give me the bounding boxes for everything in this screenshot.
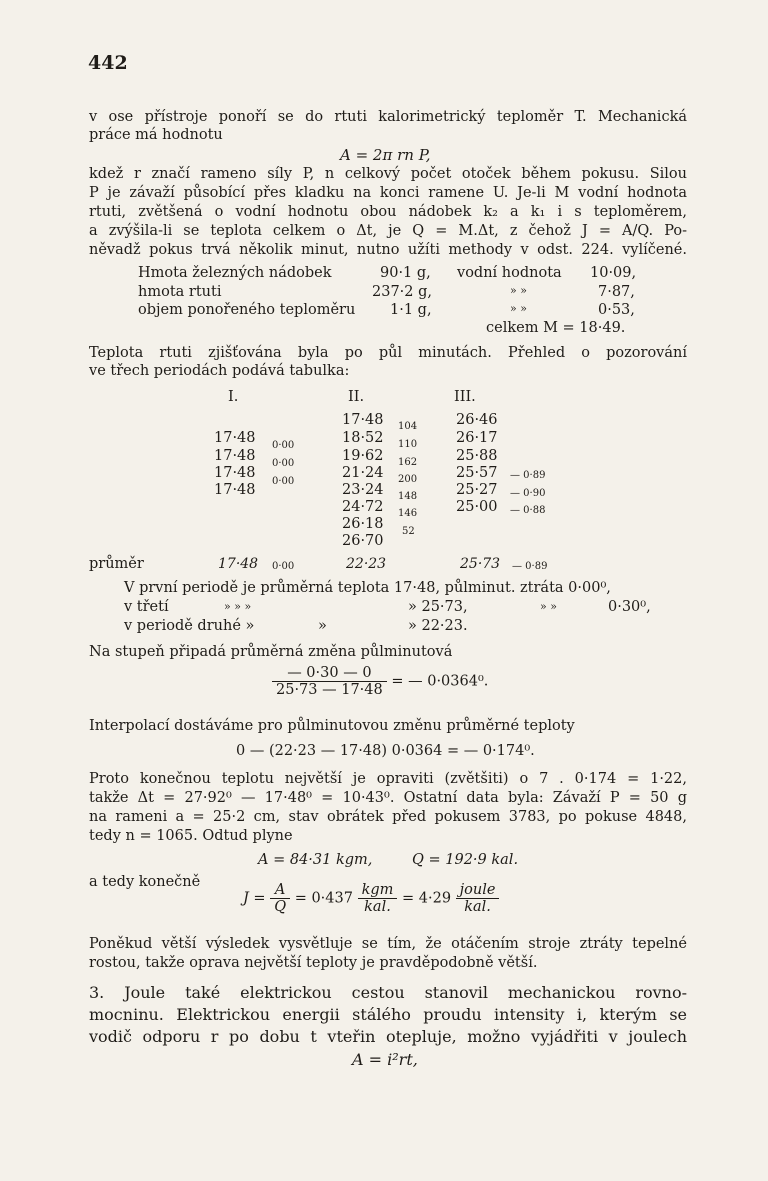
row-value: 237·2 g, <box>372 284 433 300</box>
text-line: mocninu. Elektrickou energii stálého proudu intensity i, kterým se <box>89 1005 687 1024</box>
eq-mid: = 0·437 <box>294 890 353 907</box>
row-col3: » » <box>510 284 527 297</box>
equation-electric: A = i²rt, <box>352 1050 418 1069</box>
fraction-numerator: kgm <box>358 882 398 899</box>
table-diff: 52 <box>402 526 415 537</box>
period-line: » » <box>540 600 557 613</box>
table-cell: 25·00 <box>456 499 498 515</box>
table-diff: 0·00 <box>272 476 295 487</box>
table-diff: 0·00 <box>272 458 295 469</box>
table-diff: 146 <box>398 508 418 519</box>
table-header: II. <box>348 389 365 405</box>
text-line: rtuti, zvětšená o vodní hodnotu obou nádobek k₂ a k₁ i s teploměrem, <box>89 204 687 220</box>
fraction-result: = — 0·0364⁰. <box>391 673 489 690</box>
equation-work: A = 2π rn P, <box>340 146 431 164</box>
row-value: 90·1 g, <box>380 265 431 281</box>
eq-lhs: J = <box>243 890 266 907</box>
average-diff: — 0·89 <box>512 561 548 572</box>
row-total: celkem M = 18·49. <box>486 320 626 336</box>
average-value: 17·48 <box>218 556 259 572</box>
equation-J <box>243 882 499 915</box>
text-line: 3. Joule také elektrickou cestou stanovil mechanickou rovno- <box>89 983 687 1002</box>
table-cell: 19·62 <box>342 448 384 464</box>
table-diff: 110 <box>398 439 418 450</box>
fraction-denominator: kal. <box>364 899 391 915</box>
text-line: Proto konečnou teplotu největší je opraviti (zvětšiti) o 7 . 0·174 = 1·22, <box>89 771 687 787</box>
row-label: hmota rtuti <box>138 284 222 300</box>
text-line: P je závaží působící přes kladku na konci ramene U. Je-li M vodní hodnota <box>89 185 687 201</box>
fraction-denominator: Q <box>274 899 287 915</box>
table-diff: — 0·88 <box>510 505 546 516</box>
table-cell: 26·70 <box>342 533 384 549</box>
text-line: v ose přístroje ponoří se do rtuti kalorimetrický teploměr T. Mechanická <box>89 109 687 125</box>
equation-Q: Q = 192·9 kal. <box>412 852 519 868</box>
table-diff: 148 <box>398 491 418 502</box>
table-cell: 17·48 <box>214 465 256 481</box>
average-label: průměr <box>89 556 144 572</box>
table-cell: 21·24 <box>342 465 384 481</box>
row-label: objem ponořeného teploměru <box>138 302 356 318</box>
period-line: v třetí <box>124 599 169 615</box>
row-col4: 7·87, <box>598 284 635 300</box>
text-line: práce má hodnotu <box>89 127 223 143</box>
text-line: na rameni a = 25·2 cm, stav obrátek před pokusem 3783, po pokuse 4848, <box>89 809 687 825</box>
average-value: 22·23 <box>346 556 387 572</box>
text-line: vodič odporu r po dobu t vteřin otepluje, možno vyjádřiti v joulech <box>89 1027 687 1046</box>
text-line: takže Δt = 27·92⁰ — 17·48⁰ = 10·43⁰. Ostatní data byla: Závaží P = 50 g <box>89 790 687 806</box>
text-line: Na stupeň připadá průměrná změna půlminutová <box>89 644 453 660</box>
table-cell: 17·48 <box>214 448 256 464</box>
text-line: Interpolací dostáváme pro půlminutovou změnu průměrné teploty <box>89 718 575 734</box>
table-diff: 104 <box>398 421 418 432</box>
fraction <box>358 882 398 915</box>
table-cell: 26·18 <box>342 516 384 532</box>
table-cell: 25·57 <box>456 465 498 481</box>
text-line: kdež r značí rameno síly P, n celkový počet otoček během pokusu. Silou <box>89 166 687 182</box>
period-line: » » » <box>224 600 252 613</box>
page-number: 442 <box>88 52 128 74</box>
text-line: něvadž pokus trvá několik minut, nutno užíti methody v odst. 224. vylíčené. <box>89 242 687 258</box>
table-cell: 25·88 <box>456 448 498 464</box>
table-cell: 26·46 <box>456 412 498 428</box>
row-col3: » » <box>510 302 527 315</box>
average-value: 25·73 <box>460 556 501 572</box>
table-cell: 17·48 <box>214 430 256 446</box>
table-diff: — 0·90 <box>510 488 546 499</box>
fraction-denominator: kal. <box>464 899 491 915</box>
row-col3: vodní hodnota <box>457 265 562 281</box>
table-cell: 25·27 <box>456 482 498 498</box>
table-header: III. <box>454 389 476 405</box>
table-cell: 23·24 <box>342 482 384 498</box>
table-diff: 200 <box>398 474 418 485</box>
row-label: Hmota železných nádobek <box>138 265 332 281</box>
row-col4: 0·53, <box>598 302 635 318</box>
table-cell: 26·17 <box>456 430 498 446</box>
text-line: a zvýšila-li se teplota celkem o Δt, je Q = M.Δt, z čehož J = A/Q. Po- <box>89 223 687 239</box>
text-line: Poněkud větší výsledek vysvětluje se tím, že otáčením stroje ztráty tepelné <box>89 936 687 952</box>
table-header: I. <box>228 389 239 405</box>
table-diff: 162 <box>398 457 418 468</box>
row-col4: 10·09, <box>590 265 637 281</box>
average-diff: 0·00 <box>272 561 295 572</box>
fraction-numerator: joule <box>456 882 500 899</box>
period-line: » 22·23. <box>408 618 468 634</box>
table-cell: 24·72 <box>342 499 384 515</box>
text-line: ve třech periodách podává tabulka: <box>89 363 350 379</box>
period-line: V první periodě je průměrná teplota 17·48, půlminut. ztráta 0·00⁰, <box>124 580 611 596</box>
table-cell: 17·48 <box>214 482 256 498</box>
fraction-denominator: 25·73 — 17·48 <box>276 682 383 698</box>
table-diff: 0·00 <box>272 440 295 451</box>
table-cell: 17·48 <box>342 412 384 428</box>
fraction-numerator: A <box>270 882 290 899</box>
row-value: 1·1 g, <box>390 302 432 318</box>
text-line: Teplota rtuti zjišťována byla po půl minutách. Přehled o pozorování <box>89 345 687 361</box>
text-line: rostou, takže oprava největší teploty je pravděpodobně větší. <box>89 955 538 971</box>
period-line: » 25·73, <box>408 599 468 615</box>
equation-A: A = 84·31 kgm, <box>258 852 373 868</box>
equation-interpolation: 0 — (22·23 — 17·48) 0·0364 = — 0·174⁰. <box>236 743 535 759</box>
text-line: a tedy konečně <box>89 874 201 890</box>
table-cell: 18·52 <box>342 430 384 446</box>
fraction <box>456 882 500 915</box>
period-line: 0·30⁰, <box>608 599 651 615</box>
equation-fraction <box>272 665 488 698</box>
fraction-numerator: — 0·30 — 0 <box>272 665 387 682</box>
period-line: v periodě druhé » <box>124 618 255 634</box>
fraction <box>270 882 290 915</box>
period-line: » <box>318 618 327 634</box>
eq-mid2: = 4·29 <box>402 890 452 907</box>
text-line: tedy n = 1065. Odtud plyne <box>89 828 293 844</box>
table-diff: — 0·89 <box>510 470 546 481</box>
fraction <box>272 665 387 698</box>
